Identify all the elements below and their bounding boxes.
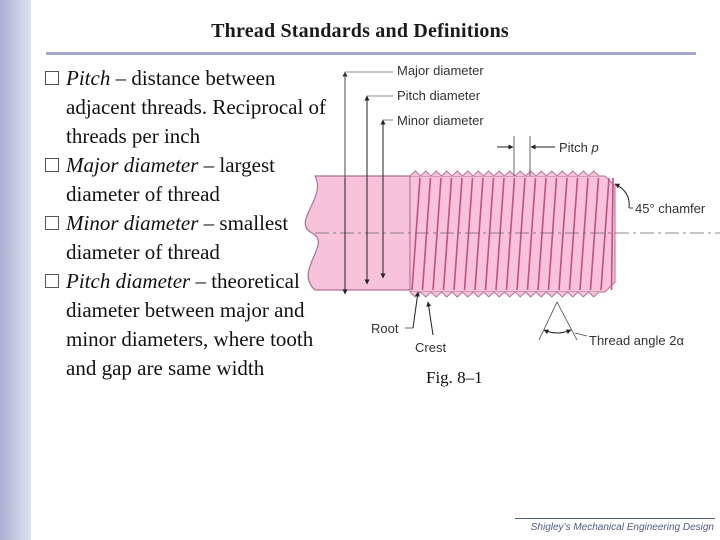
- label-pitch: Pitch p: [559, 140, 599, 155]
- bullet-definition: – smallest diameter of thread: [66, 211, 289, 264]
- slide-sidebar: [0, 0, 31, 540]
- bullet-definition: – largest diameter of thread: [66, 153, 276, 206]
- thread-crest-bottom: [410, 292, 599, 297]
- checkbox-bullet-icon: [45, 158, 59, 172]
- bullet-term: Pitch: [66, 66, 111, 90]
- thread-diagram: [285, 58, 720, 358]
- chamfer-arc: [615, 184, 629, 208]
- thread-angle-leader: [575, 333, 587, 336]
- thread-angle-arc: [544, 330, 571, 333]
- label-crest: Crest: [415, 340, 447, 355]
- label-minor-diameter: Minor diameter: [397, 113, 484, 128]
- bullet-definition: – distance between adjacent threads. Reciprocal of threads per inch: [66, 66, 327, 148]
- checkbox-bullet-icon: [45, 274, 59, 288]
- checkbox-bullet-icon: [45, 216, 59, 230]
- label-major-diameter: Major diameter: [397, 63, 484, 78]
- label-chamfer: 45° chamfer: [635, 201, 706, 216]
- label-pitch-diameter: Pitch diameter: [397, 88, 481, 103]
- crest-pointer: [428, 302, 433, 335]
- slide-title: Thread Standards and Definitions: [211, 20, 509, 42]
- footer-divider: [515, 518, 715, 519]
- thread-angle-line-left: [539, 302, 557, 340]
- bullet-term: Major diameter: [66, 153, 199, 177]
- figure-caption: Fig. 8–1: [426, 368, 483, 387]
- thread-crest-top: [410, 171, 599, 176]
- bullet-term: Pitch diameter: [66, 269, 191, 293]
- root-pointer: [413, 292, 418, 328]
- footer-credit: Shigley’s Mechanical Engineering Design: [530, 522, 714, 533]
- bullet-term: Minor diameter: [66, 211, 199, 235]
- bullet-definition: – theoretical diameter between major and minor diameters, where tooth and gap are same width: [66, 269, 314, 380]
- title-divider: [46, 52, 696, 55]
- checkbox-bullet-icon: [45, 71, 59, 85]
- label-root: Root: [371, 321, 399, 336]
- thread-angle-line-right: [557, 302, 577, 340]
- thread-section: [410, 171, 615, 297]
- label-thread-angle: Thread angle 2α: [589, 333, 684, 348]
